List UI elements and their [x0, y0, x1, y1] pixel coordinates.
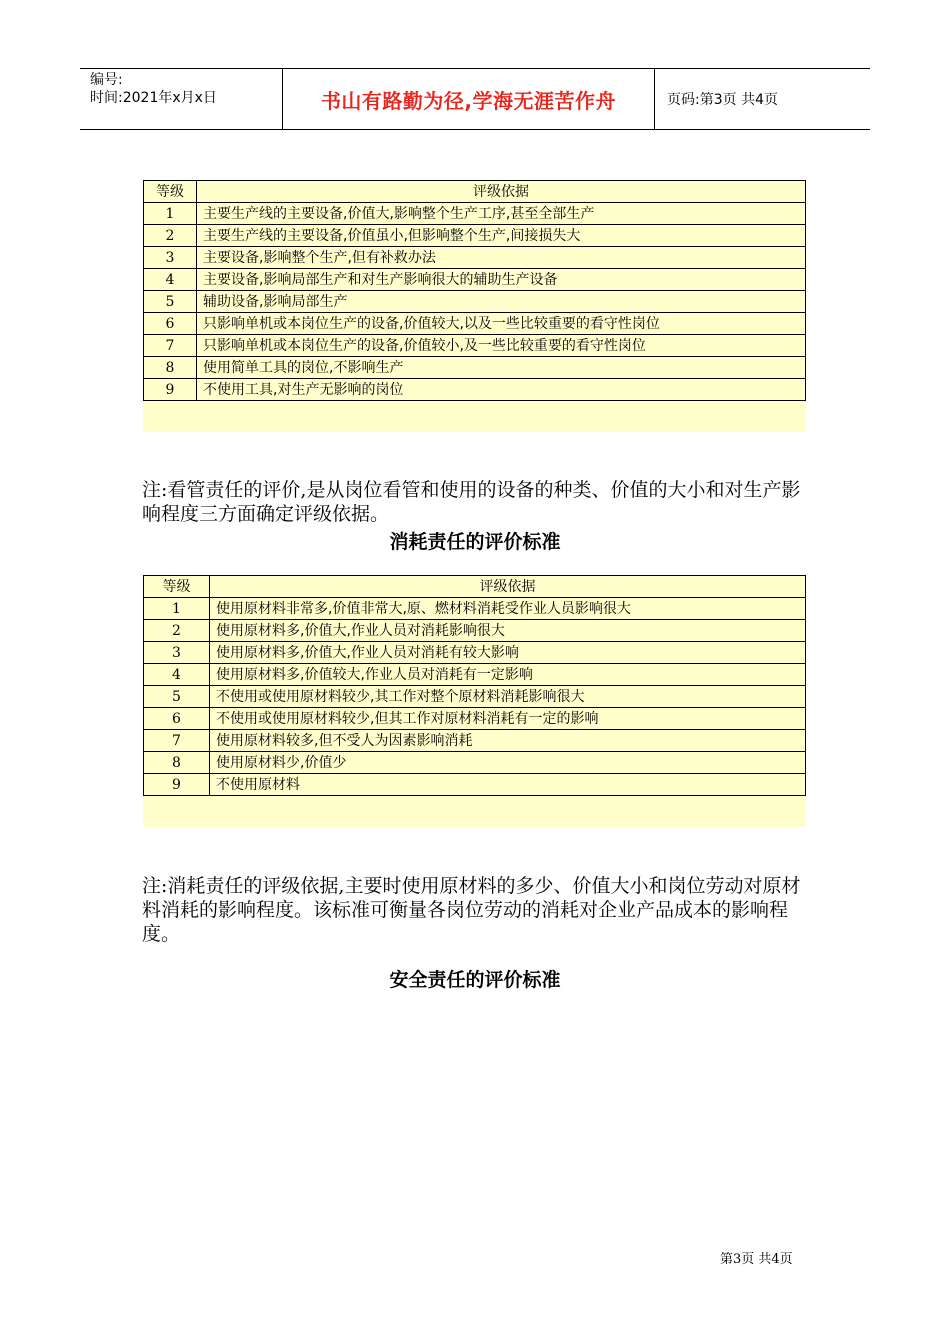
col-header-basis: 评级依据	[210, 576, 806, 598]
col-header-level: 等级	[144, 181, 197, 203]
table-row	[144, 774, 806, 796]
table-row	[144, 620, 806, 642]
table-consumption-wrap	[143, 575, 806, 827]
grade-level-cell: 2	[144, 225, 197, 247]
grade-basis-cell: 不使用原材料	[210, 774, 806, 796]
header-motto: 书山有路勤为径,学海无涯苦作舟	[282, 69, 655, 129]
grade-basis-cell: 主要生产线的主要设备,价值大,影响整个生产工序,甚至全部生产	[197, 203, 806, 225]
table-row	[144, 664, 806, 686]
page-footer: 第3页 共4页	[720, 1252, 793, 1267]
grade-level-cell: 8	[144, 357, 197, 379]
grade-basis-cell: 不使用或使用原材料较少,其工作对整个原材料消耗影响很大	[210, 686, 806, 708]
table-row	[144, 203, 806, 225]
table-row	[144, 686, 806, 708]
grade-level-cell: 4	[144, 664, 210, 686]
table-custody	[143, 180, 806, 401]
grade-basis-cell: 使用原材料多,价值大,作业人员对消耗有较大影响	[210, 642, 806, 664]
table-row	[144, 335, 806, 357]
grade-level-cell: 5	[144, 291, 197, 313]
grade-level-cell: 7	[144, 335, 197, 357]
grade-basis-cell: 使用原材料较多,但不受人为因素影响消耗	[210, 730, 806, 752]
table-custody-wrap	[143, 180, 806, 432]
header-meta	[80, 69, 282, 129]
serial-label: 编号:	[90, 72, 123, 88]
grade-level-cell: 3	[144, 247, 197, 269]
grade-level-cell: 8	[144, 752, 210, 774]
table-consumption	[143, 575, 806, 796]
header-page-label: 页码:第3页 共4页	[667, 92, 778, 108]
grade-basis-cell: 主要生产线的主要设备,价值虽小,但影响整个生产,间接损失大	[197, 225, 806, 247]
grade-basis-cell: 使用原材料多,价值较大,作业人员对消耗有一定影响	[210, 664, 806, 686]
col-header-level: 等级	[144, 576, 210, 598]
grade-level-cell: 5	[144, 686, 210, 708]
grade-level-cell: 1	[144, 203, 197, 225]
col-header-basis: 评级依据	[197, 181, 806, 203]
table-row	[144, 357, 806, 379]
grade-level-cell: 7	[144, 730, 210, 752]
table-row	[144, 247, 806, 269]
table-row	[144, 269, 806, 291]
grade-basis-cell: 辅助设备,影响局部生产	[197, 291, 806, 313]
grade-basis-cell: 只影响单机或本岗位生产的设备,价值较小,及一些比较重要的看守性岗位	[197, 335, 806, 357]
grade-level-cell: 6	[144, 708, 210, 730]
grade-basis-cell: 只影响单机或本岗位生产的设备,价值较大,以及一些比较重要的看守性岗位	[197, 313, 806, 335]
grade-level-cell: 6	[144, 313, 197, 335]
table-row	[144, 313, 806, 335]
grade-level-cell: 9	[144, 774, 210, 796]
table-row	[144, 708, 806, 730]
table-row	[144, 379, 806, 401]
grade-level-cell: 9	[144, 379, 197, 401]
note-consumption: 注:消耗责任的评级依据,主要时使用原材料的多少、价值大小和岗位劳动对原材料消耗的影响程度。该标准可衡量各岗位劳动的消耗对企业产品成本的影响程度。	[142, 875, 801, 945]
grade-basis-cell: 主要设备,影响局部生产和对生产影响很大的辅助生产设备	[197, 269, 806, 291]
grade-level-cell: 2	[144, 620, 210, 642]
grade-basis-cell: 不使用或使用原材料较少,但其工作对原材料消耗有一定的影响	[210, 708, 806, 730]
table-row	[144, 730, 806, 752]
grade-level-cell: 1	[144, 598, 210, 620]
page-header	[80, 68, 870, 130]
date-label: 时间:2021年x月x日	[90, 90, 217, 106]
note-custody: 注:看管责任的评价,是从岗位看管和使用的设备的种类、价值的大小和对生产影响程度三方面确定评级依据。	[142, 479, 801, 525]
table-row	[144, 598, 806, 620]
table-row	[144, 225, 806, 247]
section-title-consumption: 消耗责任的评价标准	[389, 531, 561, 553]
grade-basis-cell: 使用原材料多,价值大,作业人员对消耗影响很大	[210, 620, 806, 642]
section-title-safety: 安全责任的评价标准	[389, 969, 561, 991]
grade-basis-cell: 使用原材料非常多,价值非常大,原、燃材料消耗受作业人员影响很大	[210, 598, 806, 620]
table-row	[144, 642, 806, 664]
table-row	[144, 752, 806, 774]
grade-basis-cell: 主要设备,影响整个生产,但有补救办法	[197, 247, 806, 269]
grade-basis-cell: 不使用工具,对生产无影响的岗位	[197, 379, 806, 401]
table-row	[144, 291, 806, 313]
grade-level-cell: 4	[144, 269, 197, 291]
grade-basis-cell: 使用原材料少,价值少	[210, 752, 806, 774]
grade-basis-cell: 使用简单工具的岗位,不影响生产	[197, 357, 806, 379]
grade-level-cell: 3	[144, 642, 210, 664]
